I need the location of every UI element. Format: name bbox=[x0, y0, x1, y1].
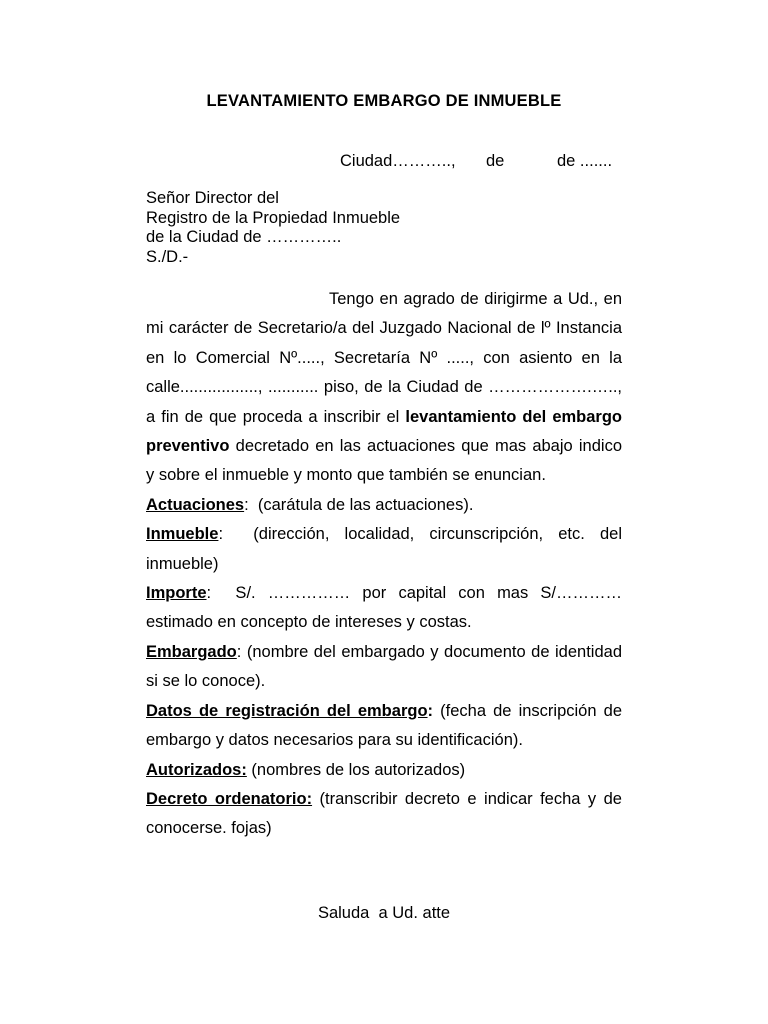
closing-salutation: Saluda a Ud. atte bbox=[317, 904, 451, 922]
field-suffix: : bbox=[218, 525, 224, 544]
field-suffix: : bbox=[244, 495, 249, 514]
field-suffix: : bbox=[206, 584, 212, 603]
intro-paragraph bbox=[146, 285, 622, 491]
place-de-month: de ....... bbox=[557, 152, 613, 170]
field-decreto-ordenatorio bbox=[146, 785, 622, 844]
field-label: Inmueble bbox=[146, 525, 219, 544]
field-text: (carátula de las actuaciones). bbox=[248, 495, 474, 514]
field-label: Importe bbox=[146, 584, 207, 603]
field-embargado bbox=[146, 638, 622, 697]
field-actuaciones bbox=[146, 491, 622, 520]
addressee-block bbox=[146, 189, 400, 267]
intro-bold-text: levantamiento del embargo preventivo bbox=[146, 407, 623, 456]
field-importe bbox=[146, 579, 627, 638]
document-title: LEVANTAMIENTO EMBARGO DE INMUEBLE bbox=[206, 92, 562, 110]
field-text: (nombres de los autorizados) bbox=[246, 760, 466, 779]
field-inmueble bbox=[146, 520, 627, 579]
field-label: Autorizados: bbox=[146, 760, 247, 779]
addressee-line: S./D.- bbox=[146, 247, 189, 266]
intro-text-1: Tengo en agrado de dirigirme a Ud., en mi carácter de Secretario/a del Juzgado Nacional de lº Instancia en lo Comercial Nº....., Secretaría Nº ....., con asiento en la calle................., ........... piso, de la Ciudad de ……………….….., a fin de que proceda a inscribir el bbox=[146, 290, 622, 426]
field-label: Embargado bbox=[146, 642, 237, 661]
field-text: (transcribir decreto e indicar fecha y de conocerse. fojas) bbox=[146, 789, 622, 838]
field-text: (fecha de inscripción de embargo y datos necesarios para su identificación). bbox=[146, 701, 622, 750]
field-label: Decreto ordenatorio: bbox=[146, 789, 313, 808]
place-de-day: de bbox=[486, 152, 505, 170]
field-suffix: : bbox=[236, 642, 242, 661]
field-text: S/. …………… por capital con mas S/………… estimado en concepto de intereses y costas. bbox=[146, 584, 627, 632]
field-label: Actuaciones bbox=[146, 495, 245, 514]
place-city: Ciudad……….., bbox=[340, 152, 456, 170]
intro-text-2: decretado en las actuaciones que mas abajo indico y sobre el inmueble y monto que también se enuncian. bbox=[146, 437, 622, 485]
addressee-line: Señor Director del bbox=[146, 189, 279, 207]
field-autorizados bbox=[146, 756, 622, 785]
field-text: (dirección, localidad, circunscripción, etc. del inmueble) bbox=[146, 525, 627, 573]
field-label: Datos de registración del embargo bbox=[146, 701, 428, 720]
letter-body bbox=[146, 285, 627, 844]
addressee-line: de la Ciudad de ………….. bbox=[146, 228, 342, 246]
addressee-line: Registro de la Propiedad Inmueble bbox=[146, 208, 401, 227]
field-suffix: : bbox=[427, 701, 434, 720]
field-datos-registracion bbox=[146, 697, 622, 756]
place-date-line bbox=[340, 151, 630, 171]
field-text: (nombre del embargado y documento de identidad si se lo conoce). bbox=[146, 642, 622, 691]
